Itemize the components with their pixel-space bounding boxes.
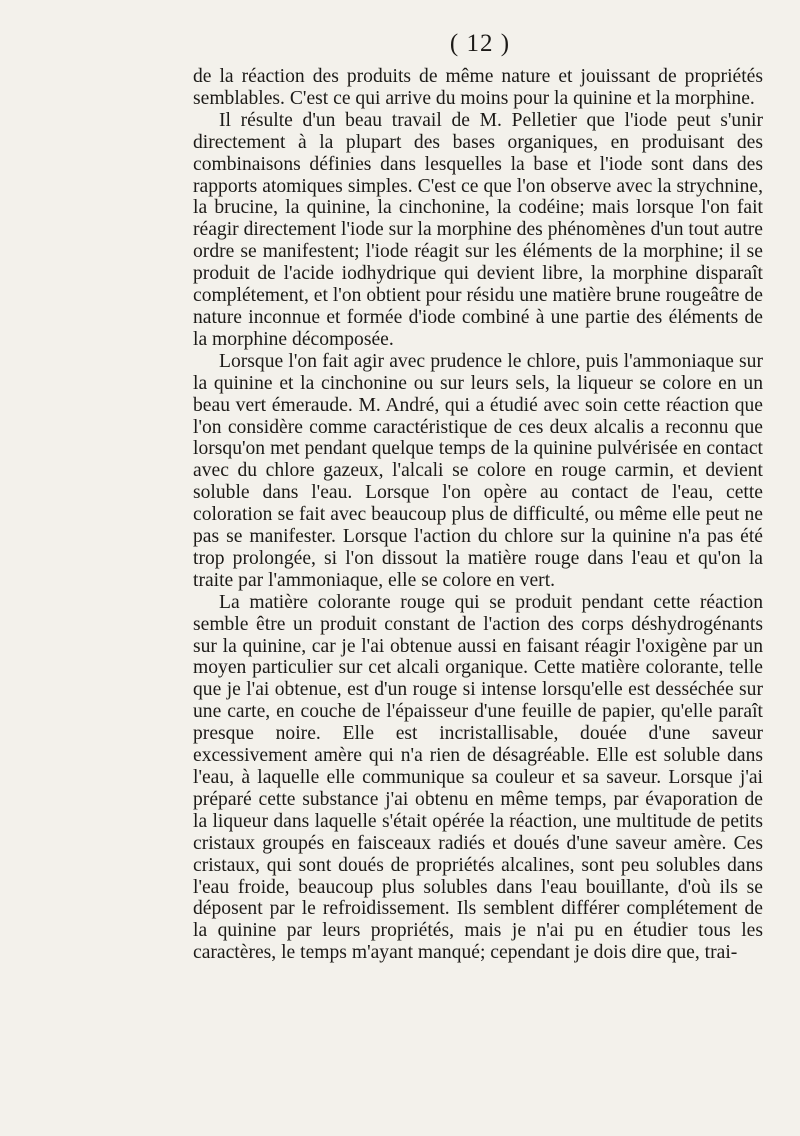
paragraph-continuation: de la réaction des produits de même nature et jouissant de propriétés semblables. C'est ce qui arrive du moins pour la quinine et la morphine.	[193, 66, 763, 109]
paragraph-chlore-ammoniaque: Lorsque l'on fait agir avec prudence le chlore, puis l'ammoniaque sur la quinine et la cinchonine ou sur leurs sels, la liqueur se colore en un beau vert émeraude. M. André, qui a étudié avec soin cette réaction que l'on considère comme caractéristique de ces deux alcalis a reconnu que lorsqu'on met pendant quelque temps de la quinine pulvérisée en contact avec du chlore gazeux, l'alcali se colore en rouge carmin, et devient soluble dans l'eau. Lorsque l'on opère au contact de l'eau, cette coloration se fait avec beaucoup plus de difficulté, ou même elle peut ne pas se manifester. Lorsque l'action du chlore sur la quinine n'a pas été trop prolongée, si l'on dissout la matière rouge dans l'eau et qu'on la traite par l'ammoniaque, elle se colore en vert.	[193, 350, 763, 591]
paragraph-matiere-colorante: La matière colorante rouge qui se produit pendant cette réaction semble être un produit constant de l'action des corps déshydrogénants sur la quinine, car je l'ai obtenue aussi en faisant réagir l'oxigène par un moyen particulier sur cet alcali organique. Cette matière colorante, telle que je l'ai obtenue, est d'un rouge si intense lorsqu'elle est desséchée sur une carte, en couche de l'épaisseur d'une feuille de papier, qu'elle paraît presque noire. Elle est incristallisable, douée d'une saveur excessivement amère qui n'a rien de désagréable. Elle est soluble dans l'eau, à laquelle elle communique sa couleur et sa saveur. Lorsque j'ai préparé cette substance j'ai obtenu en même temps, par évaporation de la liqueur dans laquelle s'était opérée la réaction, une multitude de petits cristaux groupés en faisceaux radiés et doués d'une saveur amère. Ces cristaux, qui sont doués de propriétés alcalines, sont peu solubles dans l'eau froide, beaucoup plus solubles dans l'eau bouillante, d'où ils se déposent par le refroidissement. Ils semblent différer complétement de la quinine par leurs propriétés, mais je n'ai pu en étudier tous les caractères, le temps m'ayant manqué; cependant je dois dire que, trai-	[193, 591, 763, 964]
body-text	[193, 66, 763, 964]
page-number: ( 12 )	[449, 30, 511, 57]
paragraph-pelletier-iode: Il résulte d'un beau travail de M. Pelletier que l'iode peut s'unir directement à la plupart des bases organiques, en produisant des combinaisons définies dans lesquelles la base et l'iode sont dans des rapports atomiques simples. C'est ce que l'on observe avec la strychnine, la brucine, la quinine, la cinchonine, la codéine; mais lorsque l'on fait réagir directement l'iode sur la morphine des phénomènes d'un tout autre ordre se manifestent; l'iode réagit sur les éléments de la morphine; il se produit de l'acide iodhydrique qui devient libre, la morphine disparaît complétement, et l'on obtient pour résidu une matière brune rougeâtre de nature inconnue et formée d'iode combiné à une partie des éléments de la morphine décomposée.	[193, 109, 763, 350]
